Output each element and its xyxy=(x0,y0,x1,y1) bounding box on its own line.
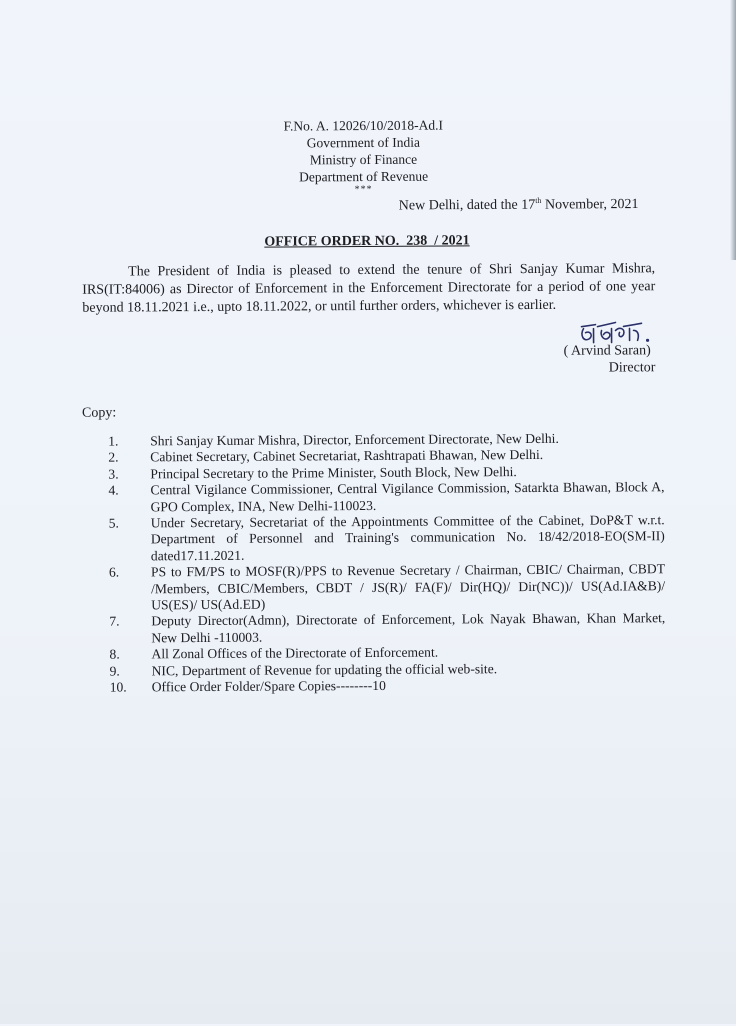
item-number: 7. xyxy=(109,613,120,630)
order-body: The President of India is pleased to extend the tenure of Shri Sanjay Kumar Mishra, IRS(IT:84006) as Director of Enforcement in the Enforcement Directorate for a period of one year beyond 18.11.2021 i.e., upto 18.11.2022, or until further orders, whichever is earlier. xyxy=(82,261,656,316)
item-text: Deputy Director(Admn), Directorate of Enforcement, Lok Nayak Bhawan, Khan Market, New Delhi -110003. xyxy=(151,610,666,646)
copy-list xyxy=(108,430,666,696)
item-number: 2. xyxy=(108,449,119,465)
item-text: Office Order Folder/Spare Copies--------10 xyxy=(151,677,386,695)
item-number: 8. xyxy=(109,646,120,662)
file-number: F.No. A. 12026/10/2018-Ad.I xyxy=(283,117,444,134)
item-number: 6. xyxy=(108,564,120,580)
item-number: 4. xyxy=(108,482,119,498)
item-number: 1. xyxy=(108,433,119,449)
place-and-date xyxy=(399,195,639,214)
copy-list-item xyxy=(109,611,665,647)
letterhead xyxy=(228,116,498,196)
item-text: Under Secretary, Secretariat of the Appointments Committee of the Cabinet, DoP&T w.r.t. Department of Personnel and Training's communication No. 18/42/2018-EO(SM-II) dated17.11.2021. xyxy=(150,512,665,564)
item-text: Cabinet Secretary, Cabinet Secretariat, Rashtrapati Bhawan, New Delhi. xyxy=(150,447,544,465)
item-number: 10. xyxy=(109,679,127,695)
item-text: All Zonal Offices of the Directorate of Enforcement. xyxy=(151,644,439,662)
date-prefix: New Delhi, dated the 17 xyxy=(398,197,536,214)
date-ordinal: th xyxy=(535,195,542,205)
item-text: Central Vigilance Commissioner, Central Vigilance Commission, Satarkta Bhawan, Block A, GPO Complex, INA, New Delhi-110023. xyxy=(150,479,665,514)
ministry-name: Ministry of Finance xyxy=(309,151,418,168)
item-text: NIC, Department of Revenue for updating the official web-site. xyxy=(151,660,498,679)
handwritten-signature xyxy=(575,316,653,346)
item-number: 9. xyxy=(109,663,120,679)
copy-list-item xyxy=(109,561,665,614)
date-rest: November, 2021 xyxy=(541,197,639,213)
office-order-title: OFFICE ORDER NO. 238 / 2021 xyxy=(264,233,470,250)
copy-label: Copy: xyxy=(81,405,117,421)
separator-stars: *** xyxy=(354,183,373,196)
government-name: Government of India xyxy=(306,134,421,151)
item-number: 5. xyxy=(108,515,119,531)
item-text: Shri Sanjay Kumar Mishra, Director, Enforcement Directorate, New Delhi. xyxy=(150,430,559,449)
copy-list-item xyxy=(109,512,665,565)
copy-list-item xyxy=(108,479,664,515)
department-name: Department of Revenue xyxy=(299,168,429,185)
signatory-name: ( Arvind Saran) xyxy=(563,343,651,359)
signatory-designation: Director xyxy=(608,360,656,376)
item-number: 3. xyxy=(108,466,119,482)
item-text: PS to FM/PS to MOSF(R)/PPS to Revenue Secretary / Chairman, CBIC/ Chairman, CBDT /Members, CBIC/Members, CBDT / JS(R)/ FA(F)/ Dir(HQ)/ Dir(NC))/ US(Ad.IA&B)/ US(ES)/ US(Ad.ED) xyxy=(150,561,666,613)
item-text: Principal Secretary to the Prime Minister, South Block, New Delhi. xyxy=(150,463,517,482)
copy-list-item xyxy=(110,676,666,696)
